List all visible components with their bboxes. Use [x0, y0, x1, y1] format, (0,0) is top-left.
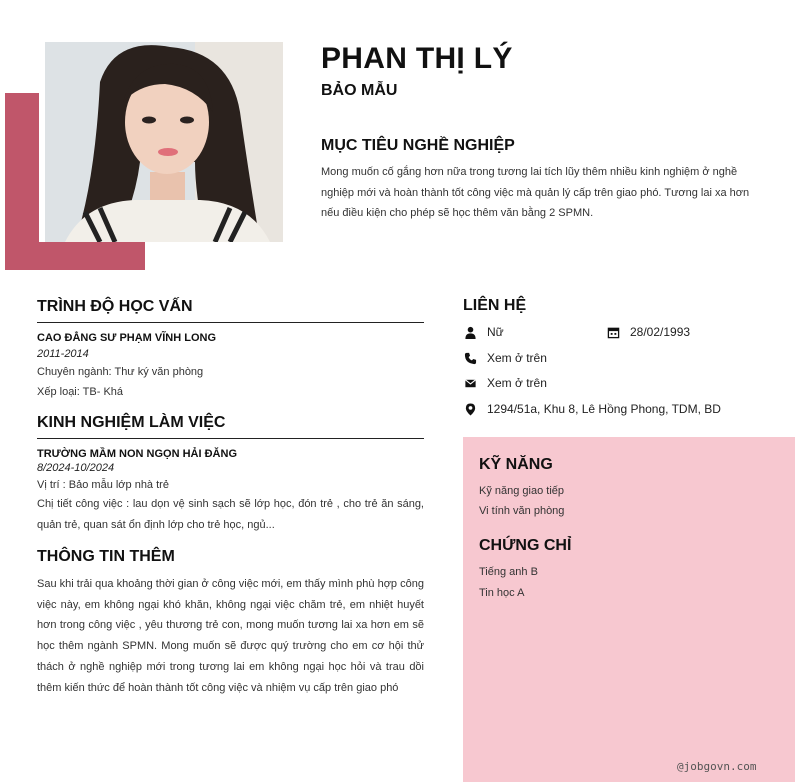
- experience-position: Vị trí : Bảo mẫu lớp nhà trẻ: [37, 479, 169, 491]
- person-icon: [463, 325, 477, 339]
- contact-email: [463, 376, 547, 390]
- profile-photo: [45, 42, 283, 242]
- objective-heading: MỤC TIÊU NGHỀ NGHIỆP: [321, 137, 515, 154]
- decorative-bar-horizontal: [5, 242, 145, 270]
- certificates-heading: CHỨNG CHỈ: [479, 537, 572, 554]
- calendar-icon: [606, 325, 620, 339]
- mail-icon: [463, 376, 477, 390]
- experience-details: Chị tiết công việc : lau dọn vệ sinh sạch sẽ lớp học, đón trẻ , cho trẻ ăn sáng, quản trẻ, quan sát ổn định lớp cho trẻ học, ngủ...: [37, 498, 424, 531]
- contact-gender: [463, 325, 504, 339]
- address-value: 1294/51a, Khu 8, Lê Hồng Phong, TDM, BD: [487, 402, 721, 416]
- objective-line: Mong muốn cố gắng hơn nữa trong tương lai tích lũy thêm nhiều kinh nghiệm ở nghề: [321, 166, 738, 178]
- experience-heading: KINH NGHIỆM LÀM VIỆC: [37, 414, 424, 439]
- skill-item: Vi tính văn phòng: [479, 505, 565, 517]
- additional-text: Sau khi trải qua khoảng thời gian ở công việc mới, em thấy mình phù hợp công việc này, em không ngại khó khăn, không ngại việc chăm trẻ, em nhiệt huyết hơn trong công việc , yêu thương trẻ con, mong muốn tương lai xa hơn em sẽ học thêm ngành SPMN. Mong muốn sẽ được quý trường cho em cơ hội thử thách ở nghề nghiệp mới trong tương lai em không ngại học hỏi và trau dồi thêm kiến thức để hoàn thành tốt công việc và nhiệm vụ cấp trên giao phó: [37, 578, 424, 694]
- phone-value[interactable]: Xem ở trên: [487, 351, 547, 365]
- experience-period: 8/2024-10/2024: [37, 462, 115, 474]
- phone-icon: [463, 351, 477, 365]
- certificate-item: Tiếng anh B: [479, 566, 538, 578]
- education-period: 2011-2014: [37, 348, 89, 360]
- skills-heading: KỸ NĂNG: [479, 456, 553, 473]
- gender-value: Nữ: [487, 325, 504, 339]
- skill-item: Kỹ năng giao tiếp: [479, 485, 565, 497]
- additional-heading: THÔNG TIN THÊM: [37, 548, 175, 565]
- left-column: [37, 298, 424, 698]
- watermark: @jobgovn.com: [677, 760, 757, 773]
- objective-text: [321, 162, 753, 224]
- candidate-name: PHAN THỊ LÝ: [321, 42, 513, 75]
- certificate-item: Tin học A: [479, 587, 525, 599]
- contact-heading: LIÊN HỆ: [463, 297, 527, 314]
- contact-phone: [463, 351, 547, 365]
- experience-company: TRƯỜNG MẦM NON NGỌN HẢI ĐĂNG: [37, 448, 237, 460]
- birthday-value: 28/02/1993: [630, 325, 691, 339]
- job-title: BẢO MẪU: [321, 82, 398, 99]
- objective-line: nếu điều kiện cho phép sẽ học thêm văn bằng 2 SPMN.: [321, 207, 594, 219]
- objective-line: nghiệp mới và hoàn thành tốt công việc mà quản lý cấp trên giao phó. Tương lai xa hơn: [321, 186, 750, 199]
- education-grade: Xếp loại: TB- Khá: [37, 386, 124, 398]
- education-school: CAO ĐẲNG SƯ PHẠM VĨNH LONG: [37, 332, 217, 344]
- location-icon: [463, 402, 477, 416]
- email-value[interactable]: Xem ở trên: [487, 376, 547, 390]
- education-heading: TRÌNH ĐỘ HỌC VẤN: [37, 298, 424, 323]
- education-major: Chuyên ngành: Thư ký văn phòng: [37, 366, 204, 378]
- contact-birthday: [606, 325, 690, 339]
- contact-address: [463, 402, 721, 416]
